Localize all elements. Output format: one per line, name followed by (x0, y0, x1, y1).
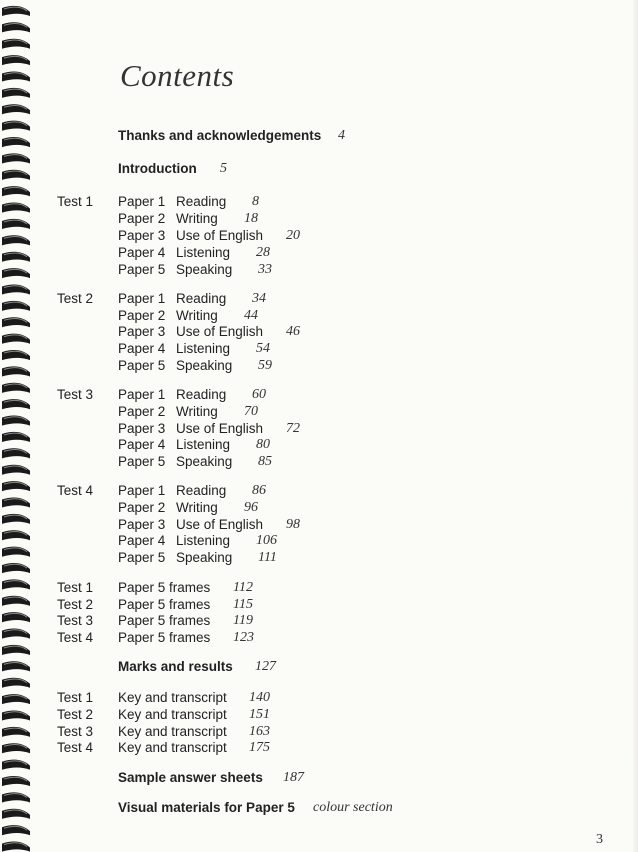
frames-test-1: Test 1 (57, 580, 94, 595)
frames-page-1: 112 (233, 580, 253, 595)
test-2-skill-2: Writing (176, 308, 218, 323)
test-4-paper-4: Paper 4 (118, 533, 166, 548)
toc-introduction-label: Introduction (118, 161, 197, 176)
frames-page-2: 115 (233, 597, 253, 612)
frames-label-3: Paper 5 frames (118, 613, 211, 628)
keys-label-1: Key and transcript (118, 690, 227, 705)
test-1-skill-4: Listening (176, 245, 231, 260)
keys-page-3: 163 (249, 724, 270, 739)
test-2-page-4: 54 (256, 341, 270, 356)
toc-marks-label: Marks and results (118, 659, 233, 674)
keys-test-3: Test 3 (57, 724, 94, 739)
test-2-page-5: 59 (258, 358, 272, 373)
test-4-page-1: 86 (252, 483, 266, 498)
frames-page-3: 119 (233, 613, 253, 628)
test-2-paper-5: Paper 5 (118, 358, 166, 373)
test-2-skill-5: Speaking (176, 358, 233, 373)
frames-label-1: Paper 5 frames (118, 580, 211, 595)
page-edge (632, 0, 638, 852)
test-1-page-4: 28 (256, 245, 270, 260)
test-2-skill-4: Listening (176, 341, 231, 356)
test-1-paper-5: Paper 5 (118, 262, 166, 277)
toc-introduction-page: 5 (220, 161, 227, 176)
page-number: 3 (596, 832, 603, 847)
test-4-paper-2: Paper 2 (118, 500, 166, 515)
test-2-page-3: 46 (286, 324, 300, 339)
test-2-skill-1: Reading (176, 291, 227, 306)
toc-visual-materials-label: Visual materials for Paper 5 (118, 800, 295, 815)
test-3-skill-5: Speaking (176, 454, 233, 469)
keys-label-3: Key and transcript (118, 724, 227, 739)
test-4-skill-3: Use of English (176, 517, 264, 532)
test-1-label: Test 1 (57, 194, 94, 209)
frames-test-4: Test 4 (57, 630, 94, 645)
test-3-skill-2: Writing (176, 404, 218, 419)
frames-label-2: Paper 5 frames (118, 597, 211, 612)
test-4-page-4: 106 (256, 533, 277, 548)
toc-thanks-page: 4 (338, 128, 345, 143)
test-4-page-3: 98 (286, 517, 300, 532)
test-1-paper-3: Paper 3 (118, 228, 166, 243)
test-1-paper-1: Paper 1 (118, 194, 166, 209)
test-4-page-2: 96 (244, 500, 258, 515)
keys-test-2: Test 2 (57, 707, 94, 722)
test-3-page-1: 60 (252, 387, 266, 402)
test-2-paper-2: Paper 2 (118, 308, 166, 323)
keys-label-2: Key and transcript (118, 707, 227, 722)
test-3-page-2: 70 (244, 404, 258, 419)
test-2-paper-1: Paper 1 (118, 291, 166, 306)
keys-page-4: 175 (249, 740, 270, 755)
test-1-skill-1: Reading (176, 194, 227, 209)
test-4-paper-3: Paper 3 (118, 517, 166, 532)
test-1-paper-2: Paper 2 (118, 211, 166, 226)
test-3-page-3: 72 (286, 421, 300, 436)
frames-label-4: Paper 5 frames (118, 630, 211, 645)
test-3-skill-1: Reading (176, 387, 227, 402)
toc-answer-sheets-page: 187 (283, 770, 304, 785)
test-4-paper-1: Paper 1 (118, 483, 166, 498)
test-3-paper-3: Paper 3 (118, 421, 166, 436)
test-3-skill-4: Listening (176, 437, 231, 452)
keys-page-1: 140 (249, 690, 270, 705)
test-3-page-5: 85 (258, 454, 272, 469)
test-2-paper-4: Paper 4 (118, 341, 166, 356)
frames-test-2: Test 2 (57, 597, 94, 612)
test-4-page-5: 111 (258, 550, 277, 565)
keys-test-1: Test 1 (57, 690, 94, 705)
test-1-page-5: 33 (258, 262, 272, 277)
test-2-label: Test 2 (57, 291, 94, 306)
keys-page-2: 151 (249, 707, 270, 722)
spiral-binding (0, 0, 38, 852)
test-1-skill-3: Use of English (176, 228, 264, 243)
toc-marks-page: 127 (255, 659, 276, 674)
toc-answer-sheets-label: Sample answer sheets (118, 770, 263, 785)
test-1-paper-4: Paper 4 (118, 245, 166, 260)
frames-test-3: Test 3 (57, 613, 94, 628)
test-1-page-3: 20 (286, 228, 300, 243)
test-4-paper-5: Paper 5 (118, 550, 166, 565)
test-3-paper-2: Paper 2 (118, 404, 166, 419)
test-1-skill-5: Speaking (176, 262, 233, 277)
test-2-page-1: 34 (252, 291, 266, 306)
test-3-paper-1: Paper 1 (118, 387, 166, 402)
test-3-paper-4: Paper 4 (118, 437, 166, 452)
frames-page-4: 123 (233, 630, 254, 645)
test-2-skill-3: Use of English (176, 324, 264, 339)
test-3-skill-3: Use of English (176, 421, 264, 436)
test-1-skill-2: Writing (176, 211, 218, 226)
toc-visual-materials-page: colour section (313, 800, 393, 815)
toc-thanks-label: Thanks and acknowledgements (118, 128, 322, 143)
test-3-paper-5: Paper 5 (118, 454, 166, 469)
keys-label-4: Key and transcript (118, 740, 227, 755)
test-4-label: Test 4 (57, 483, 94, 498)
test-4-skill-4: Listening (176, 533, 231, 548)
page-title: Contents (120, 58, 235, 93)
test-3-page-4: 80 (256, 437, 270, 452)
test-4-skill-1: Reading (176, 483, 227, 498)
test-2-page-2: 44 (244, 308, 258, 323)
keys-test-4: Test 4 (57, 740, 94, 755)
test-4-skill-5: Speaking (176, 550, 233, 565)
test-1-page-2: 18 (244, 211, 258, 226)
test-1-page-1: 8 (252, 194, 259, 209)
test-2-paper-3: Paper 3 (118, 324, 166, 339)
test-4-skill-2: Writing (176, 500, 218, 515)
test-3-label: Test 3 (57, 387, 94, 402)
